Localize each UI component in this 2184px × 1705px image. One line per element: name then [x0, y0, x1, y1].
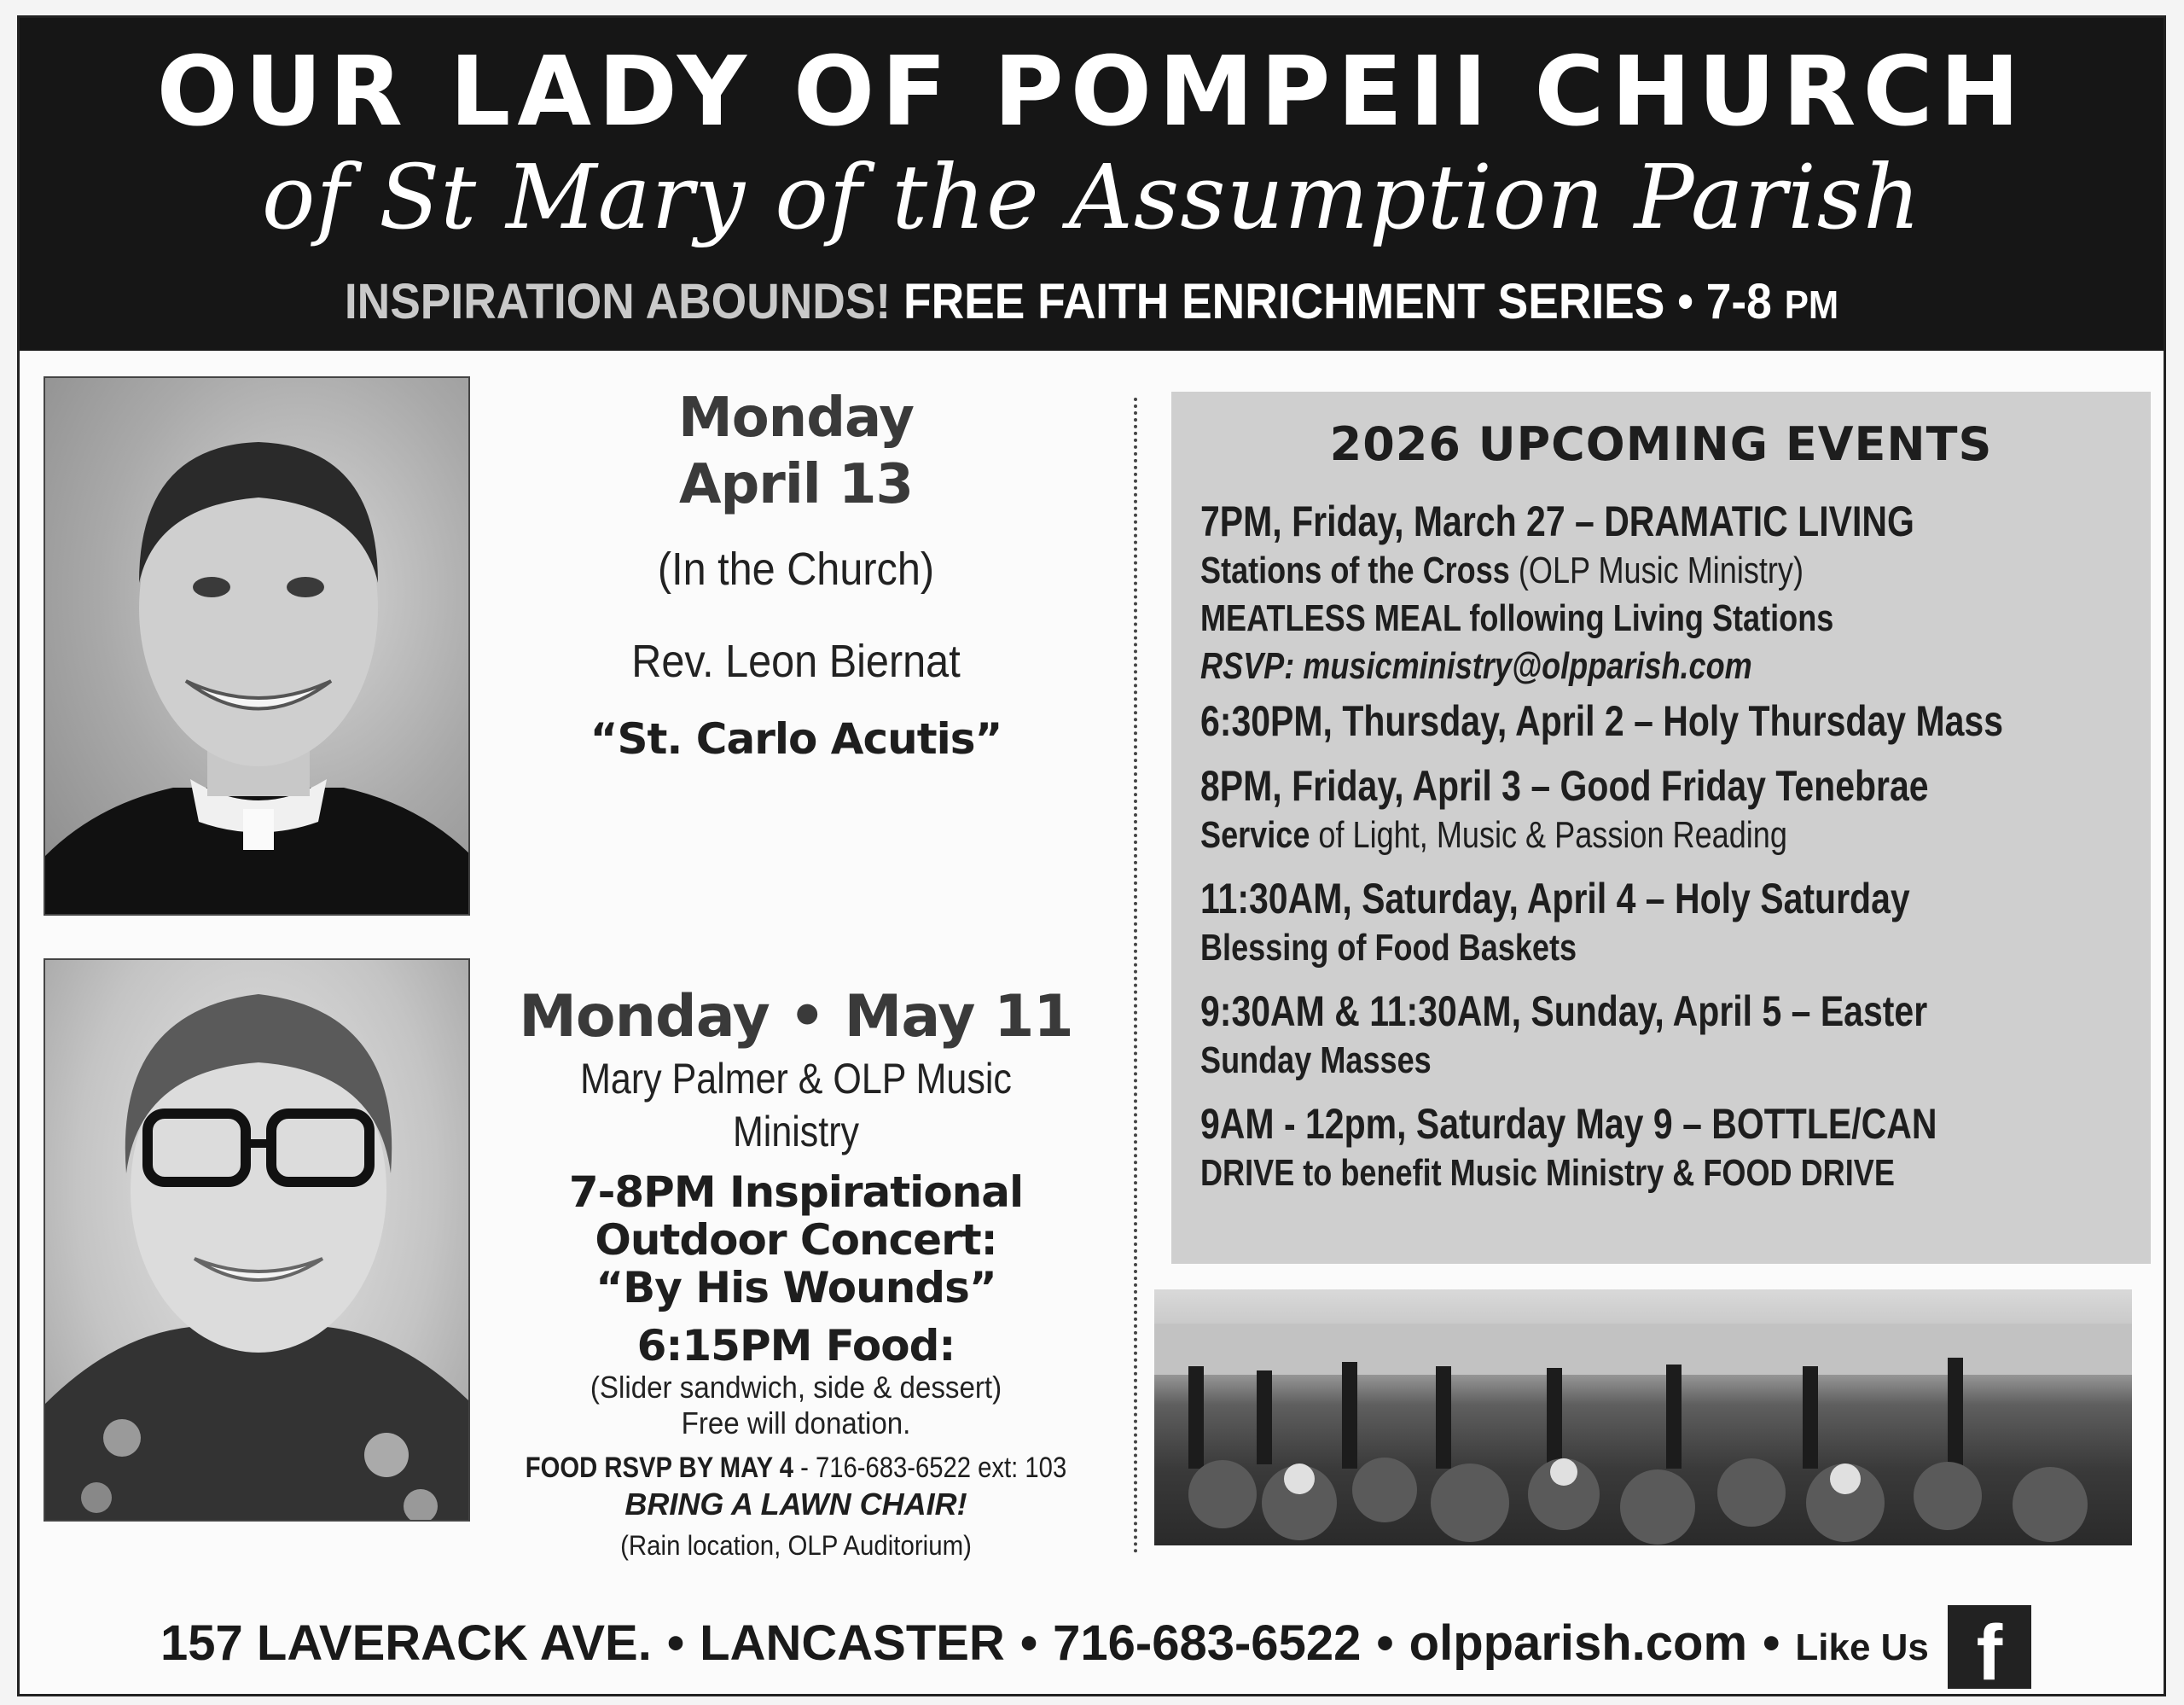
bullet: •	[1019, 1615, 1038, 1671]
rsvp-phone: - 716-683-6522 ext: 103	[793, 1452, 1067, 1484]
tagline-pm: PM	[1784, 282, 1839, 327]
concert-line-1: 7-8PM Inspirational	[568, 1167, 1024, 1217]
event-1-ministry: (OLP Music Ministry)	[1509, 550, 1804, 591]
event-6-line-2: DRIVE to benefit Music Ministry & FOOD DRIVE	[1200, 1152, 1895, 1194]
concert-illustration	[1154, 1289, 2132, 1545]
bullet: •	[1763, 1615, 1780, 1671]
tagline-series: FREE FAITH ENRICHMENT SERIES	[903, 274, 1665, 329]
column-divider	[1134, 398, 1137, 1554]
event-easter-sunday	[1200, 986, 1956, 1085]
lawn-chair-note: BRING A LAWN CHAIR!	[624, 1487, 967, 1522]
event-5-line-2: Sunday Masses	[1200, 1039, 1432, 1081]
footer-website[interactable]: olpparish.com	[1409, 1615, 1748, 1671]
april-day: Monday	[678, 387, 914, 450]
footer-city: LANCASTER	[700, 1615, 1005, 1671]
event-3-line-1: 8PM, Friday, April 3 – Good Friday Tenebrae	[1200, 762, 1929, 810]
event-1-rsvp: RSVP: musicministry@olpparish.com	[1200, 645, 1752, 687]
event-4-line-2: Blessing of Food Baskets	[1200, 927, 1577, 969]
rsvp-deadline: FOOD RSVP BY MAY 4	[525, 1452, 793, 1484]
event-living-stations	[1200, 496, 1956, 690]
event-bottle-can-drive	[1200, 1098, 1956, 1197]
event-2-line-1: 6:30PM, Thursday, April 2 – Holy Thursday Mass	[1200, 697, 2004, 745]
like-us-label: Like Us	[1795, 1626, 1929, 1668]
priest-portrait-illustration	[45, 378, 470, 916]
april-location: (In the Church)	[657, 544, 935, 595]
food-rsvp	[525, 1450, 1067, 1486]
facebook-icon[interactable]: f	[1948, 1605, 2031, 1689]
priest-photo	[44, 376, 470, 916]
event-1-meal: MEATLESS MEAL following Living Stations	[1200, 597, 1834, 639]
event-3-service: Service	[1200, 814, 1310, 856]
concert-line-2: Outdoor Concert:	[595, 1215, 997, 1265]
flyer	[17, 15, 2166, 1696]
bullet: •	[1376, 1615, 1394, 1671]
event-3-details: of Light, Music & Passion Reading	[1310, 814, 1787, 856]
april-speaker: Rev. Leon Biernat	[631, 636, 961, 687]
tagline-inspiration: INSPIRATION ABOUNDS!	[344, 274, 892, 329]
concert-line-3: “By His Wounds”	[595, 1263, 996, 1312]
upcoming-events-box	[1171, 392, 2151, 1264]
april-topic: “St. Carlo Acutis”	[590, 714, 1002, 764]
food-donation: Free will donation.	[681, 1405, 911, 1440]
rain-location: (Rain location, OLP Auditorium)	[620, 1530, 972, 1561]
mary-palmer-photo	[44, 958, 470, 1522]
series-tagline	[106, 272, 2078, 335]
header-banner	[20, 18, 2164, 351]
bullet: •	[666, 1615, 685, 1671]
may-heading: Monday • May 11	[519, 983, 1073, 1050]
events-title: 2026 UPCOMING EVENTS	[1329, 417, 1993, 471]
event-holy-thursday	[1200, 695, 2004, 747]
event-holy-saturday	[1200, 873, 1956, 972]
mary-portrait-illustration	[45, 960, 470, 1522]
bullet: •	[1677, 274, 1693, 329]
event-5-line-1: 9:30AM & 11:30AM, Sunday, April 5 – Easter	[1200, 987, 1928, 1035]
event-4-line-1: 11:30AM, Saturday, April 4 – Holy Saturday	[1200, 875, 1910, 922]
may-performers: Mary Palmer & OLP Music Ministry	[580, 1055, 1012, 1155]
food-time: 6:15PM Food:	[636, 1321, 956, 1370]
footer-contact	[20, 1601, 2164, 1696]
event-6-line-1: 9AM - 12pm, Saturday May 9 – BOTTLE/CAN	[1200, 1100, 1937, 1148]
may-event	[480, 982, 1112, 1562]
church-title: OUR LADY OF POMPEII CHURCH	[156, 37, 2027, 148]
footer-address: 157 LAVERACK AVE.	[160, 1615, 652, 1671]
parish-subtitle: of St Mary of the Assumption Parish	[261, 145, 1922, 249]
event-1-stations: Stations of the Cross	[1200, 550, 1510, 591]
event-good-friday	[1200, 760, 1956, 859]
event-1-line-1: 7PM, Friday, March 27 – DRAMATIC LIVING	[1200, 498, 1914, 545]
april-event	[480, 385, 1112, 765]
footer-phone: 716-683-6522	[1053, 1615, 1362, 1671]
april-date: April 13	[678, 453, 914, 516]
tagline-time: 7-8	[1705, 274, 1772, 329]
outdoor-concert-photo	[1154, 1289, 2132, 1545]
food-menu: (Slider sandwich, side & dessert)	[590, 1370, 1002, 1405]
